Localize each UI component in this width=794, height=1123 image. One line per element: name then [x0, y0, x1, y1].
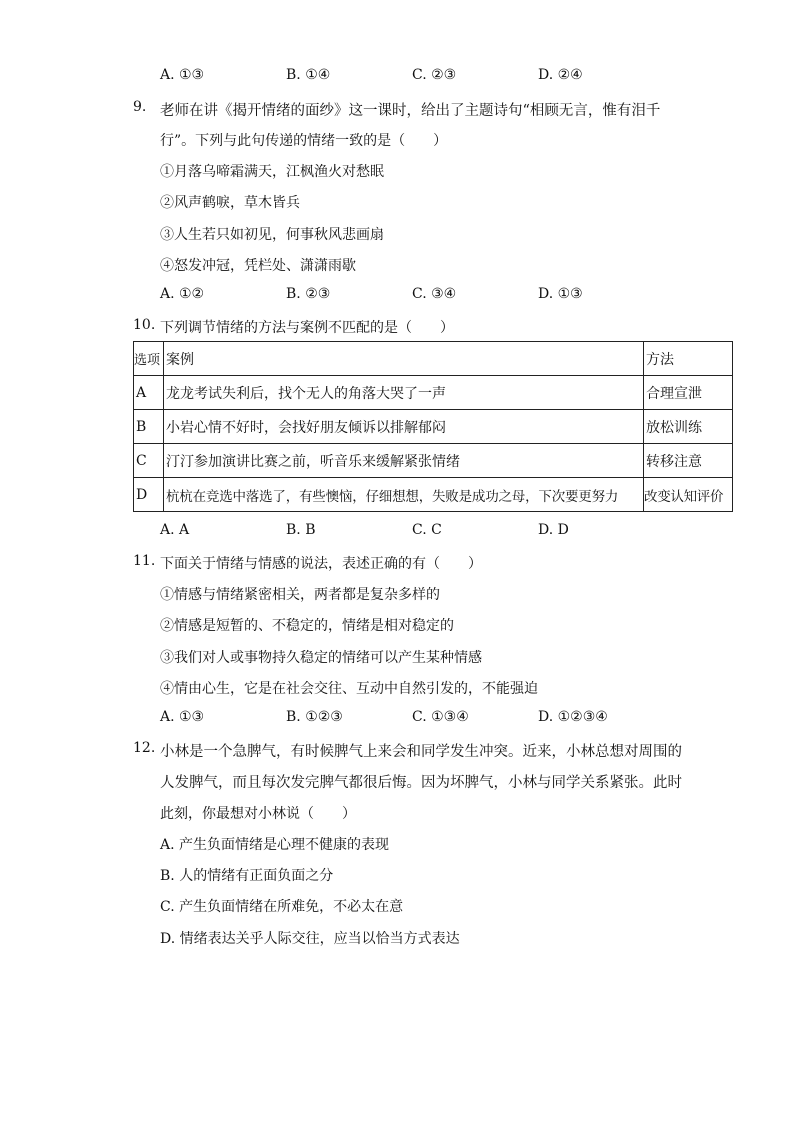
- table-row: [134, 376, 733, 410]
- statement-item: ①情感与情绪紧密相关，两者都是复杂多样的: [160, 587, 440, 603]
- methods-table: [133, 341, 733, 512]
- table-cell: 放松训练: [644, 410, 733, 444]
- table-cell: C: [134, 444, 164, 478]
- table-cell: B: [134, 410, 164, 444]
- statement-item: ①月落乌啼霜满天，江枫渔火对愁眠: [160, 164, 384, 180]
- table-cell: 合理宣泄: [644, 376, 733, 410]
- q12-option-d[interactable]: D. 情绪表达关乎人际交往，应当以恰当方式表达: [160, 931, 460, 947]
- table-row: [134, 410, 733, 444]
- table-cell: 改变认知评价: [644, 478, 733, 512]
- question-stem: 行”。下列与此句传递的情绪一致的是（ ）: [160, 133, 448, 149]
- table-cell: 汀汀参加演讲比赛之前，听音乐来缓解紧张情绪: [164, 444, 644, 478]
- question-number: 12.: [133, 740, 156, 756]
- table-header-cell: 案例: [164, 342, 644, 376]
- q10-option-a[interactable]: A. A: [160, 522, 190, 538]
- question-number: 9.: [133, 99, 147, 115]
- q11-option-b[interactable]: B. ①②③: [286, 709, 343, 725]
- question-number: 10.: [133, 317, 156, 333]
- q12-option-b[interactable]: B. 人的情绪有正面负面之分: [160, 868, 334, 884]
- q8-option-d[interactable]: D. ②④: [538, 67, 583, 83]
- q8-option-a[interactable]: A. ①③: [160, 67, 205, 83]
- question-stem: 老师在讲《揭开情绪的面纱》这一课时，给出了主题诗句“相顾无言，惟有泪千: [160, 103, 661, 119]
- table-cell: A: [134, 376, 164, 410]
- q8-option-c[interactable]: C. ②③: [412, 67, 457, 83]
- table-row: [134, 478, 733, 512]
- statement-item: ③我们对人或事物持久稳定的情绪可以产生某种情感: [160, 650, 482, 666]
- table-cell: D: [134, 478, 164, 512]
- table-cell: 杭杭在竞选中落选了，有些懊恼，仔细想想，失败是成功之母，下次要更努力: [164, 478, 644, 512]
- q11-option-c[interactable]: C. ①③④: [412, 709, 469, 725]
- q8-option-b[interactable]: B. ①④: [286, 67, 331, 83]
- question-stem: 下面关于情绪与情感的说法，表述正确的有（ ）: [160, 556, 482, 572]
- q9-option-a[interactable]: A. ①②: [160, 286, 205, 302]
- table-cell: 龙龙考试失利后，找个无人的角落大哭了一声: [164, 376, 644, 410]
- q11-option-a[interactable]: A. ①③: [160, 709, 205, 725]
- q10-option-c[interactable]: C. C: [412, 522, 442, 538]
- q10-option-d[interactable]: D. D: [538, 522, 569, 538]
- question-stem: 下列调节情绪的方法与案例不匹配的是（ ）: [160, 320, 454, 336]
- statement-item: ③人生若只如初见，何事秋风悲画扇: [160, 227, 384, 243]
- q11-option-d[interactable]: D. ①②③④: [538, 709, 608, 725]
- table-row: [134, 444, 733, 478]
- q10-option-b[interactable]: B. B: [286, 522, 316, 538]
- question-stem: 此刻，你最想对小林说（ ）: [160, 806, 356, 822]
- question-number: 11.: [133, 553, 156, 569]
- question-stem: 人发脾气，而且每次发完脾气都很后悔。因为坏脾气，小林与同学关系紧张。此时: [160, 775, 682, 791]
- q12-option-c[interactable]: C. 产生负面情绪在所难免，不必太在意: [160, 899, 404, 915]
- statement-item: ④怒发冲冠，凭栏处、潇潇雨歇: [160, 258, 356, 274]
- table-cell: 转移注意: [644, 444, 733, 478]
- table-header-row: [134, 342, 733, 376]
- q9-option-b[interactable]: B. ②③: [286, 286, 331, 302]
- q9-option-d[interactable]: D. ①③: [538, 286, 583, 302]
- statement-item: ④情由心生，它是在社会交往、互动中自然引发的，不能强迫: [160, 681, 538, 697]
- table-header-cell: 方法: [644, 342, 733, 376]
- question-stem: 小林是一个急脾气，有时候脾气上来会和同学发生冲突。近来，小林总想对周围的: [160, 744, 682, 760]
- q12-option-a[interactable]: A. 产生负面情绪是心理不健康的表现: [160, 837, 390, 853]
- table-cell: 小岩心情不好时，会找好朋友倾诉以排解郁闷: [164, 410, 644, 444]
- q9-option-c[interactable]: C. ③④: [412, 286, 457, 302]
- statement-item: ②风声鹤唳，草木皆兵: [160, 195, 300, 211]
- statement-item: ②情感是短暂的、不稳定的，情绪是相对稳定的: [160, 618, 454, 634]
- table-header-cell: 选项: [134, 342, 164, 376]
